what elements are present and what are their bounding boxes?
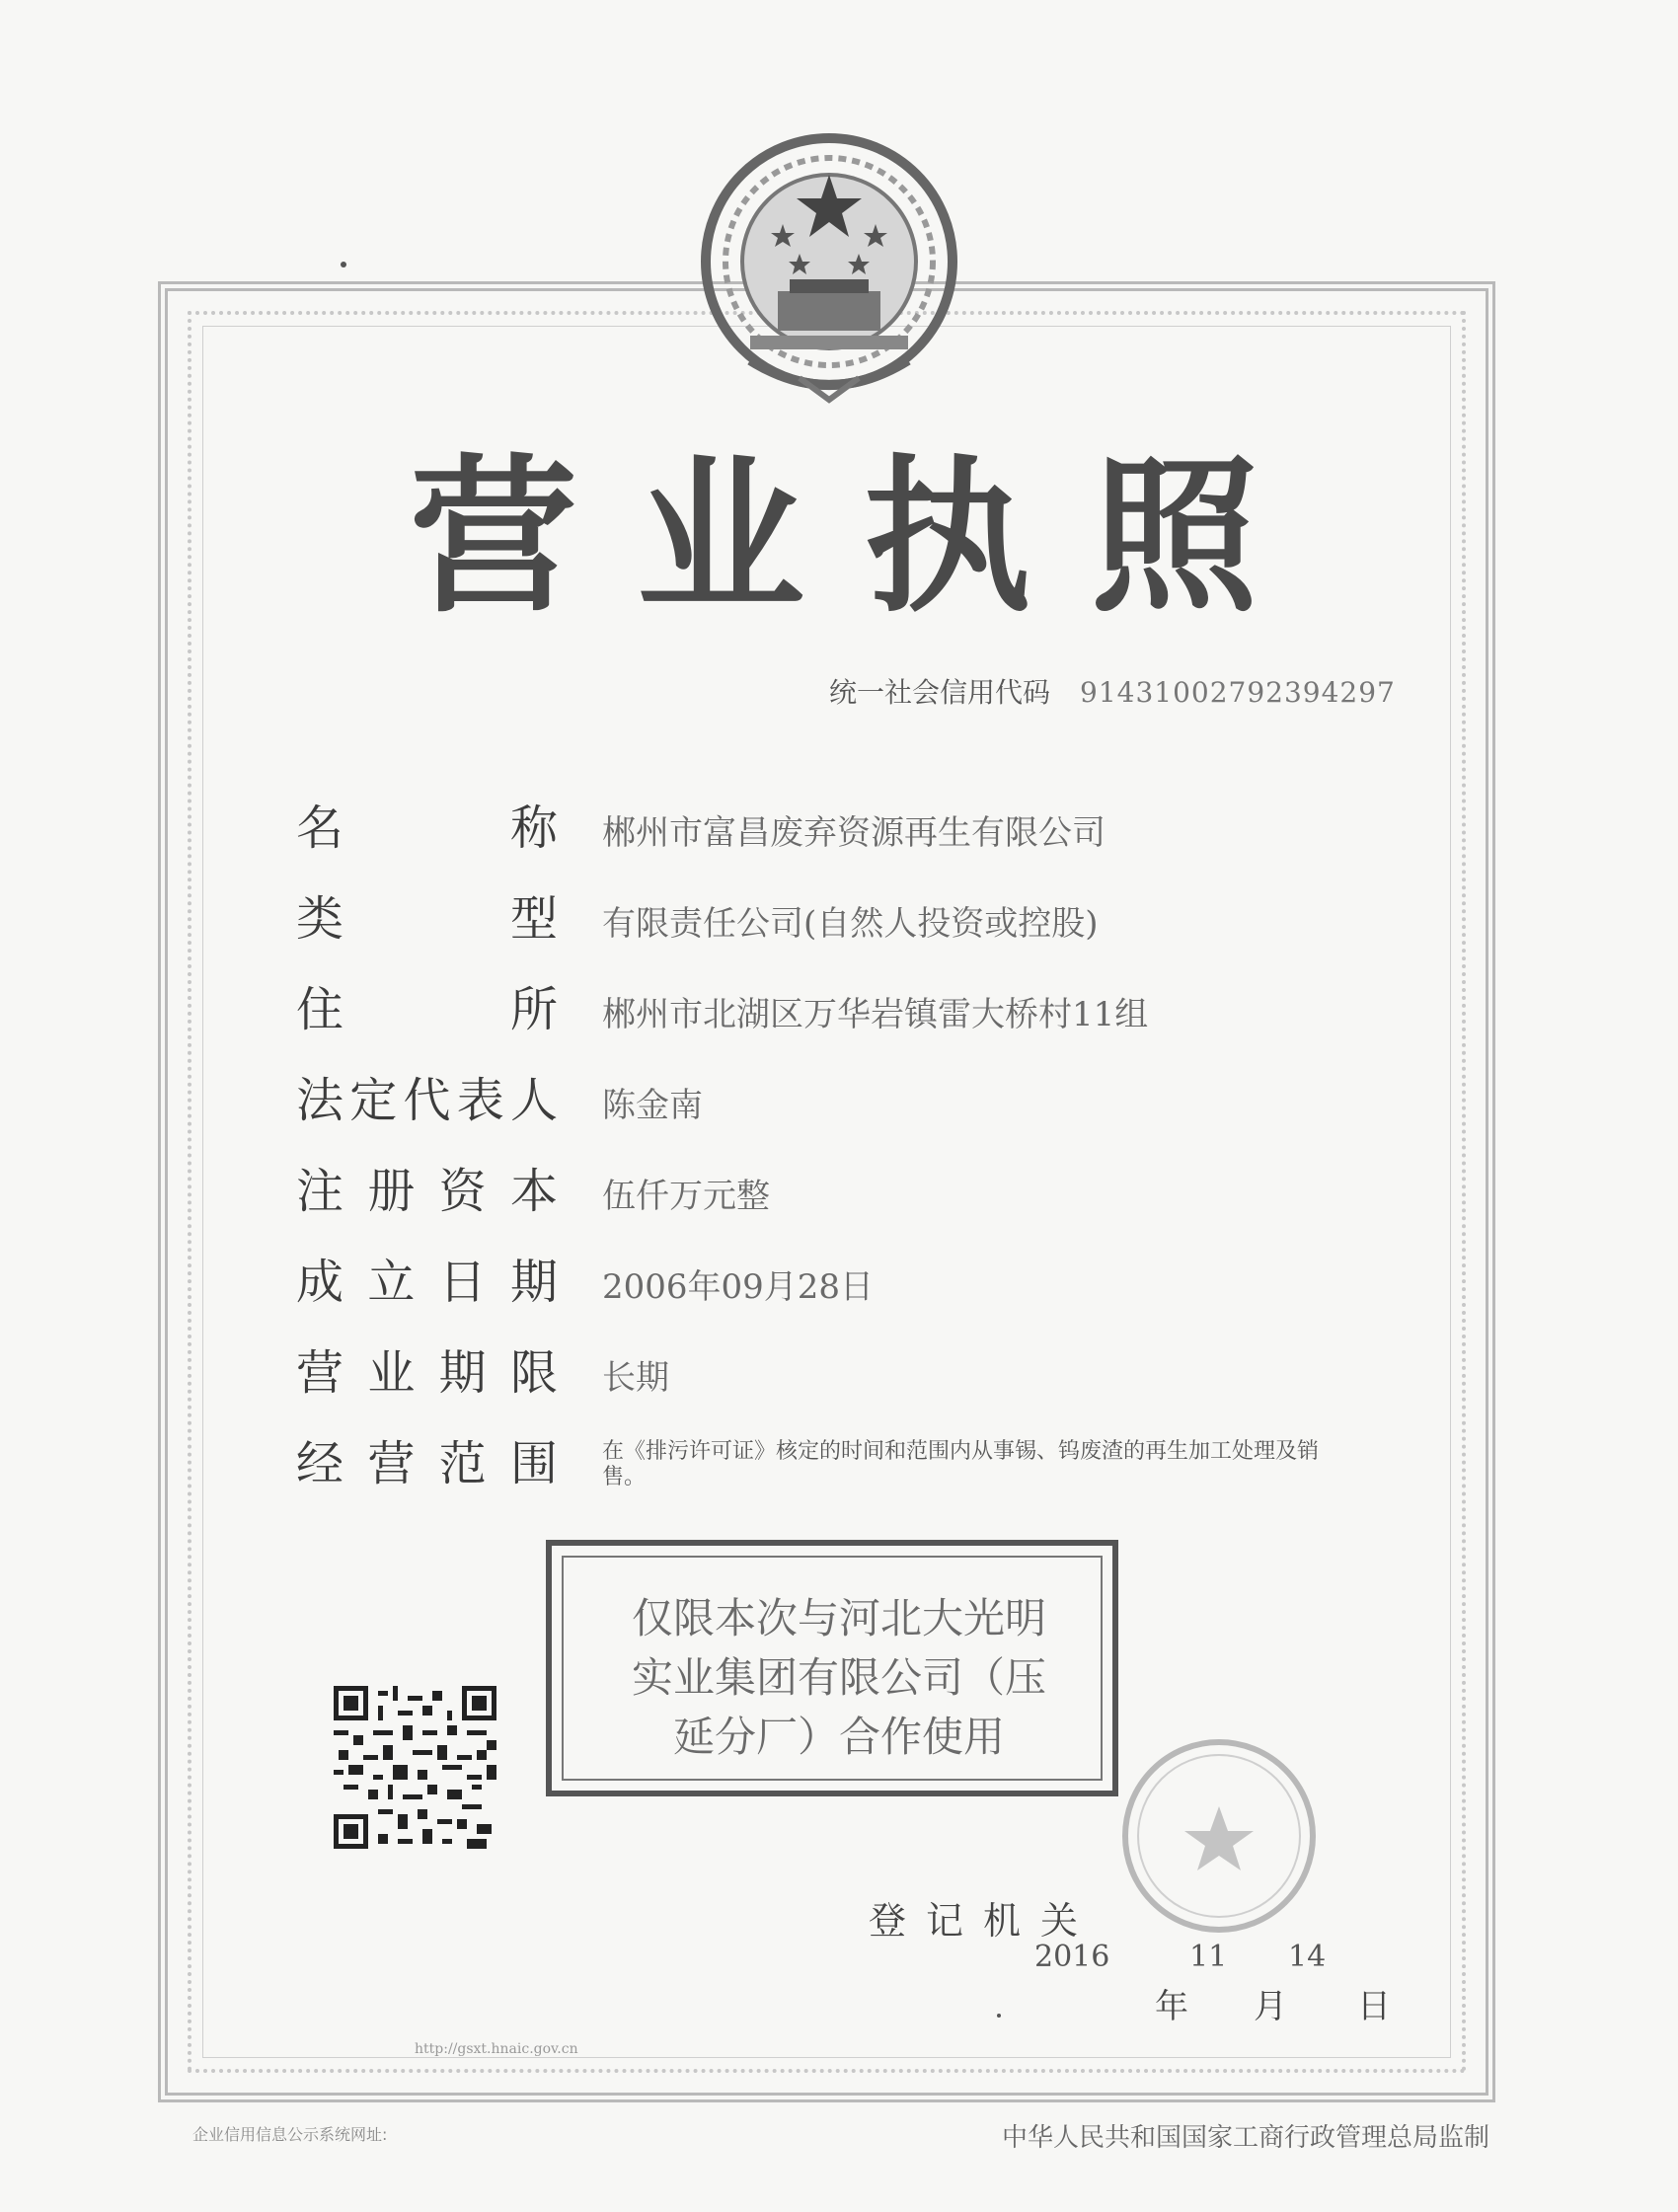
label-char: 名 (296, 801, 344, 856)
field-value: 有限责任公司(自然人投资或控股) (602, 904, 1099, 944)
issue-month: 11 (1189, 1940, 1228, 1974)
field-row-established (296, 1244, 874, 1312)
label-char: 期 (509, 1255, 558, 1310)
field-row-scope (296, 1425, 1342, 1493)
label-char: 营 (367, 1436, 416, 1491)
label-char: 册 (367, 1164, 416, 1219)
label-char: 定 (349, 1073, 398, 1128)
restriction-line: 仅限本次与河北大光明 (631, 1594, 1046, 1642)
field-row-legal-rep (296, 1062, 703, 1130)
label-char: 期 (438, 1345, 487, 1401)
unit-month: 月 (1254, 1987, 1287, 2026)
label-char: 人 (509, 1073, 558, 1128)
field-row-address (296, 971, 1148, 1039)
label-char: 日 (438, 1255, 487, 1310)
label-char: 范 (438, 1436, 487, 1491)
title-char: 营 (410, 440, 578, 636)
field-value: 郴州市富昌废弃资源再生有限公司 (602, 813, 1106, 853)
field-row-name (296, 790, 1106, 858)
issue-day: 14 (1288, 1940, 1327, 1974)
label-char: 注 (296, 1164, 344, 1219)
title-char: 执 (863, 440, 1031, 636)
field-row-term (296, 1335, 669, 1403)
field-label (296, 1244, 558, 1312)
document-title (410, 440, 1258, 636)
title-char: 业 (636, 440, 804, 636)
field-label (296, 971, 558, 1039)
usage-restriction-text (592, 1589, 1086, 1767)
website-url: http://gsxt.hnaic.gov.cn (415, 2041, 578, 2057)
restriction-line: 实业集团有限公司（压 (631, 1653, 1046, 1702)
field-value: 在《排污许可证》核定的时间和范围内从事锡、钨废渣的再生加工处理及销售。 (602, 1439, 1320, 1490)
qr-code-icon (334, 1686, 496, 1849)
field-value: 郴州市北湖区万华岩镇雷大桥村11组 (602, 995, 1149, 1034)
field-row-capital (296, 1153, 770, 1221)
official-seal-icon (1115, 1732, 1323, 1940)
label-char: 类 (296, 891, 344, 947)
label-char: 本 (509, 1164, 558, 1219)
registration-authority: 登记机关 (869, 1899, 1099, 1943)
field-label (296, 1062, 558, 1130)
issue-year: 2016 (1034, 1940, 1110, 1974)
credit-code-label: 统一社会信用代码 (829, 676, 1051, 709)
label-char: 经 (296, 1436, 344, 1491)
label-char: 称 (509, 801, 558, 856)
credit-code-value: 91431002792394297 (1080, 676, 1396, 709)
field-label (296, 790, 558, 858)
label-char: 营 (296, 1345, 344, 1401)
footer-supervisor: 中华人民共和国国家工商行政管理总局监制 (1002, 2123, 1490, 2153)
field-label (296, 1425, 558, 1493)
field-label (296, 1335, 558, 1403)
label-char: 法 (296, 1073, 344, 1128)
scan-speck (341, 262, 346, 267)
label-char: 所 (509, 982, 558, 1037)
field-value: 伍仟万元整 (602, 1177, 770, 1216)
label-char: 业 (367, 1345, 416, 1401)
field-label (296, 880, 558, 949)
unit-year: 年 (1155, 1987, 1188, 2026)
field-value: 陈金南 (602, 1086, 703, 1125)
label-char: 住 (296, 982, 344, 1037)
national-emblem-icon (691, 114, 967, 420)
unit-day: 日 (1357, 1987, 1391, 2026)
label-char: 表 (456, 1073, 504, 1128)
restriction-line: 延分厂）合作使用 (672, 1713, 1005, 1761)
footer-system-label: 企业信用信息公示系统网址: (192, 2125, 388, 2144)
label-char: 围 (509, 1436, 558, 1491)
label-char: 资 (438, 1164, 487, 1219)
field-label (296, 1153, 558, 1221)
label-char: 型 (509, 891, 558, 947)
field-value: 长期 (602, 1358, 669, 1398)
label-char: 代 (403, 1073, 451, 1128)
credit-code (829, 671, 1396, 711)
field-row-type (296, 880, 1099, 949)
label-char: 成 (296, 1255, 344, 1310)
field-value: 2006年09月28日 (602, 1267, 875, 1307)
label-char: 立 (367, 1255, 416, 1310)
title-char: 照 (1090, 440, 1258, 636)
label-char: 限 (509, 1345, 558, 1401)
